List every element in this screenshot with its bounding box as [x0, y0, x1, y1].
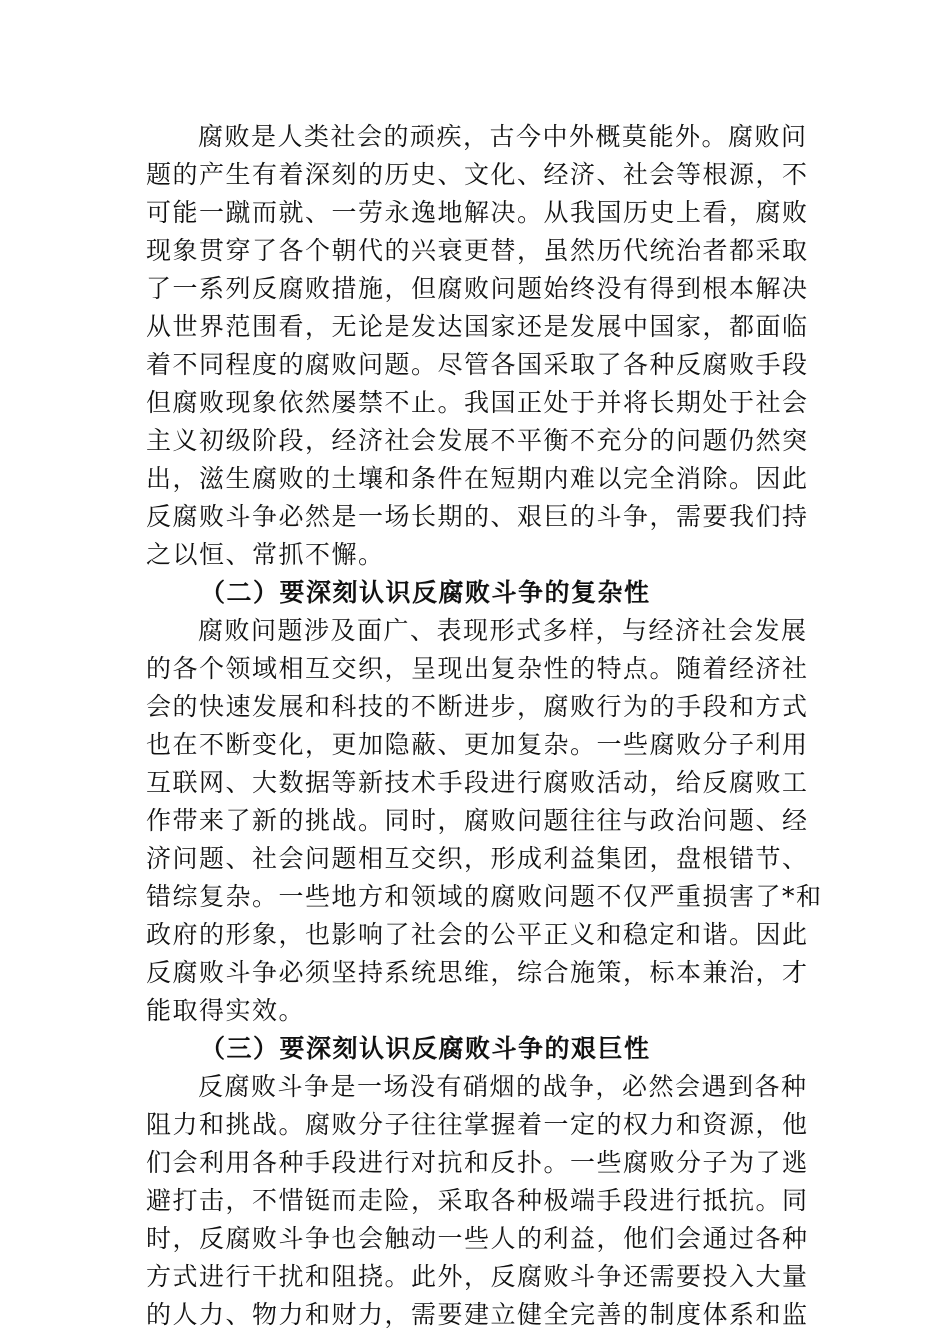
- paragraph-line: 们会利用各种手段进行对抗和反扑。一些腐败分子为了逃: [146, 1148, 809, 1177]
- paragraph-line: 方式进行干扰和阻挠。此外，反腐败斗争还需要投入大量: [146, 1262, 809, 1291]
- paragraph-line: 反腐败斗争是一场没有硝烟的战争，必然会遇到各种: [198, 1072, 808, 1101]
- paragraph-line: 题的产生有着深刻的历史、文化、经济、社会等根源，不: [146, 160, 809, 189]
- paragraph-line: 能取得实效。: [146, 996, 306, 1025]
- document-page: [146, 118, 823, 1334]
- paragraph-line: 的人力、物力和财力，需要建立健全完善的制度体系和监: [146, 1300, 809, 1329]
- paragraph-line: 主义初级阶段，经济社会发展不平衡不充分的问题仍然突: [146, 426, 809, 455]
- paragraph-line: 互联网、大数据等新技术手段进行腐败活动，给反腐败工: [146, 768, 809, 797]
- paragraph-line: 作带来了新的挑战。同时，腐败问题往往与政治问题、经: [146, 806, 809, 835]
- paragraph-line: 避打击，不惜铤而走险，采取各种极端手段进行抵抗。同: [146, 1186, 809, 1215]
- paragraph-3: [146, 1068, 809, 1334]
- paragraph-line: 了一系列反腐败措施，但腐败问题始终没有得到根本解决: [146, 274, 809, 303]
- paragraph-line: 出，滋生腐败的土壤和条件在短期内难以完全消除。因此: [146, 464, 809, 493]
- paragraph-line: 着不同程度的腐败问题。尽管各国采取了各种反腐败手段: [146, 350, 809, 379]
- paragraph-line: 阻力和挑战。腐败分子往往掌握着一定的权力和资源，他: [146, 1110, 809, 1139]
- paragraph-line: 从世界范围看，无论是发达国家还是发展中国家，都面临: [146, 312, 809, 341]
- paragraph-line: 反腐败斗争必须坚持系统思维，综合施策，标本兼治，才: [146, 958, 809, 987]
- paragraph-line: 反腐败斗争必然是一场长期的、艰巨的斗争，需要我们持: [146, 502, 809, 531]
- paragraph-line: 会的快速发展和科技的不断进步，腐败行为的手段和方式: [146, 692, 809, 721]
- paragraph-line: 但腐败现象依然屡禁不止。我国正处于并将长期处于社会: [146, 388, 809, 417]
- paragraph-line: 错综复杂。一些地方和领域的腐败问题不仅严重损害了*和: [146, 882, 823, 911]
- paragraph-line: 时，反腐败斗争也会触动一些人的利益，他们会通过各种: [146, 1224, 809, 1253]
- paragraph-line: 也在不断变化，更加隐蔽、更加复杂。一些腐败分子利用: [146, 730, 809, 759]
- section-heading-3: （三）要深刻认识反腐败斗争的艰巨性: [200, 1034, 651, 1063]
- section-heading-2: （二）要深刻认识反腐败斗争的复杂性: [200, 578, 651, 607]
- paragraph-line: 的各个领域相互交织，呈现出复杂性的特点。随着经济社: [146, 654, 809, 683]
- paragraph-line: 腐败是人类社会的顽疾，古今中外概莫能外。腐败问: [198, 122, 808, 151]
- paragraph-line: 政府的形象，也影响了社会的公平正义和稳定和谐。因此: [146, 920, 809, 949]
- paragraph-line: 腐败问题涉及面广、表现形式多样，与经济社会发展: [198, 616, 808, 645]
- paragraph-1: [146, 118, 809, 574]
- paragraph-line: 之以恒、常抓不懈。: [146, 540, 385, 569]
- paragraph-2: [146, 612, 823, 1030]
- paragraph-line: 可能一蹴而就、一劳永逸地解决。从我国历史上看，腐败: [146, 198, 809, 227]
- paragraph-line: 济问题、社会问题相互交织，形成利益集团，盘根错节、: [146, 844, 809, 873]
- paragraph-line: 现象贯穿了各个朝代的兴衰更替，虽然历代统治者都采取: [146, 236, 809, 265]
